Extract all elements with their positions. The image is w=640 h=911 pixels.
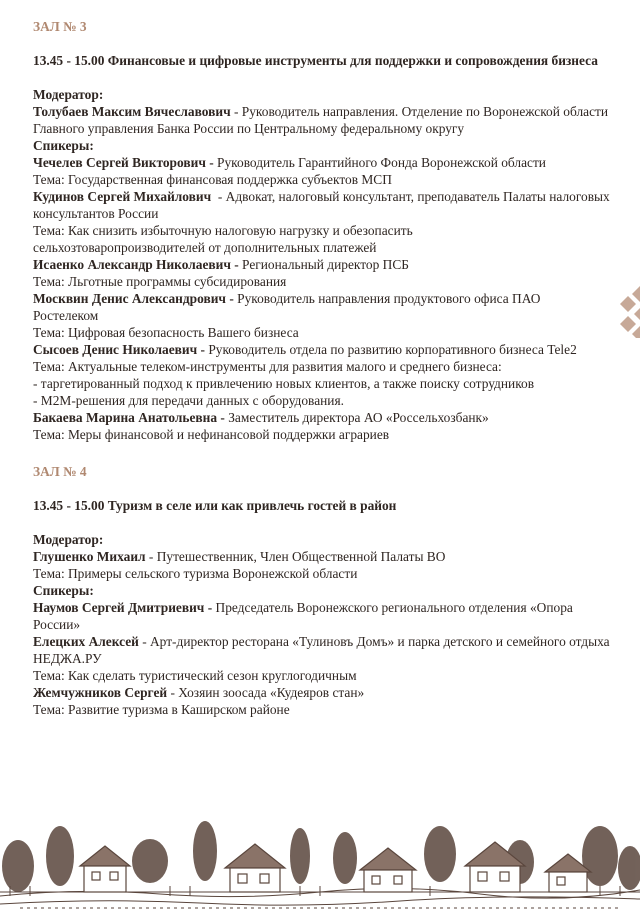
person-name: Глушенко Михаил: [33, 549, 146, 564]
hall-3-moderator-label: Модератор:: [33, 87, 104, 102]
diamond-shape: [620, 296, 636, 312]
house-shape: [80, 846, 130, 892]
speaker: [33, 290, 593, 324]
person-name: Елецких Алексей: [33, 634, 139, 649]
person-role: Руководитель отдела по развитию корпоративного бизнеса Tele2: [204, 342, 577, 357]
person-role: Руководитель направления продуктового офиса ПАО Ростелеком: [33, 291, 541, 323]
person-role: Региональный директор ПСБ: [238, 257, 409, 272]
person-name: Кудинов Сергей Михайлович: [33, 189, 212, 204]
person-name: Чечелев Сергей Викторович -: [33, 155, 214, 170]
tree-shape: [193, 821, 217, 881]
diamond-shape: [634, 306, 640, 322]
speaker-topic: Тема: Льготные программы субсидирования: [33, 274, 287, 289]
speaker-topic: Тема: Развитие туризма в Каширском районе: [33, 702, 290, 717]
person-role: - Хозяин зоосада «Кудеяров стан»: [167, 685, 365, 700]
tree-shape: [290, 828, 310, 884]
topic-bullet: - M2M-решения для передачи данных с оборудования.: [33, 393, 344, 408]
hall-4-moderator-label: Модератор:: [33, 532, 104, 547]
person-name: Наумов Сергей Дмитриевич -: [33, 600, 213, 615]
person-role: Заместитель директора АО «Россельхозбанк»: [224, 410, 489, 425]
person-name: Сысоев Денис Николаевич -: [33, 342, 205, 357]
tree-shape: [424, 826, 456, 882]
hall-3-moderator: [33, 103, 637, 137]
person-role: - Адвокат, налоговый консультант, преподаватель Палаты налоговых консультантов России: [33, 189, 614, 221]
speaker: [33, 188, 637, 222]
speaker: [33, 341, 629, 358]
speaker: [33, 684, 637, 701]
speaker-topic: Тема: Государственная финансовая поддержка субъектов МСП: [33, 172, 392, 187]
speaker: [33, 256, 637, 273]
hall-3-session: 13.45 - 15.00 Финансовые и цифровые инструменты для поддержки и сопровождения бизнеса: [33, 53, 598, 68]
person-name: Москвин Денис Александрович -: [33, 291, 234, 306]
person-name: Толубаев Максим Вячеславович: [33, 104, 231, 119]
tree-shape: [46, 826, 74, 886]
speaker-topic: Тема: Актуальные телеком-инструменты для развития малого и среднего бизнеса:: [33, 359, 502, 374]
speaker: [33, 599, 618, 633]
hall-3-title: ЗАЛ № 3: [33, 19, 87, 34]
house-shape: [225, 844, 285, 892]
person-name: Бакаева Марина Анатольевна -: [33, 410, 225, 425]
person-role: Руководитель Гарантийного Фонда Воронежской области: [213, 155, 546, 170]
person-role: - Руководитель направления. Отделение по Воронежской области Главного управления Банка России по Центральному федеральному округу: [33, 104, 609, 136]
hall-4-speakers-label: Спикеры:: [33, 583, 94, 598]
person-role: Председатель Воронежского регионального отделения «Опора России»: [33, 600, 573, 632]
speaker-topic: Тема: Цифровая безопасность Вашего бизнеса: [33, 325, 299, 340]
speaker-topic: Тема: Примеры сельского туризма Воронежской области: [33, 566, 358, 581]
hall-4-title: ЗАЛ № 4: [33, 464, 87, 479]
program-content: [33, 18, 637, 718]
person-name: Исаенко Александр Николаевич -: [33, 257, 239, 272]
speaker: [33, 633, 637, 667]
tree-shape: [2, 840, 34, 892]
speaker: [33, 154, 637, 171]
hall-3-speakers-label: Спикеры:: [33, 138, 94, 153]
diamond-shape: [632, 326, 640, 338]
speaker-topic: Тема: Меры финансовой и нефинансовой поддержки аграриев: [33, 427, 390, 442]
person-role: - Путешественник, Член Общественной Палаты ВО: [145, 549, 446, 564]
person-role: - Арт-директор ресторана «Тулиновъ Домъ» и парка детского и семейного отдыха НЕДЖА.РУ: [33, 634, 610, 666]
decorative-diamonds: [618, 286, 640, 338]
hall-4-session: 13.45 - 15.00 Туризм в селе или как привлечь гостей в район: [33, 498, 397, 513]
speaker: [33, 409, 637, 426]
topic-bullet: - таргетированный подход к привлечению новых клиентов, а также поиску сотрудников: [33, 376, 535, 391]
tree-shape: [618, 846, 640, 890]
diamond-shape: [620, 316, 636, 332]
tree-shape: [132, 839, 168, 883]
hall-4-moderator: [33, 548, 637, 565]
person-name: Жемчужников Сергей: [33, 685, 168, 700]
speaker-topic: Тема: Как снизить избыточную налоговую нагрузку и обезопасить сельхозтоваропроизводителей от дополнительных платежей: [33, 223, 413, 255]
house-shape: [360, 848, 416, 892]
village-landscape-illustration: [0, 796, 640, 911]
diamond-shape: [632, 286, 640, 302]
tree-shape: [333, 832, 357, 884]
speaker-topic: Тема: Как сделать туристический сезон круглогодичным: [33, 668, 357, 683]
